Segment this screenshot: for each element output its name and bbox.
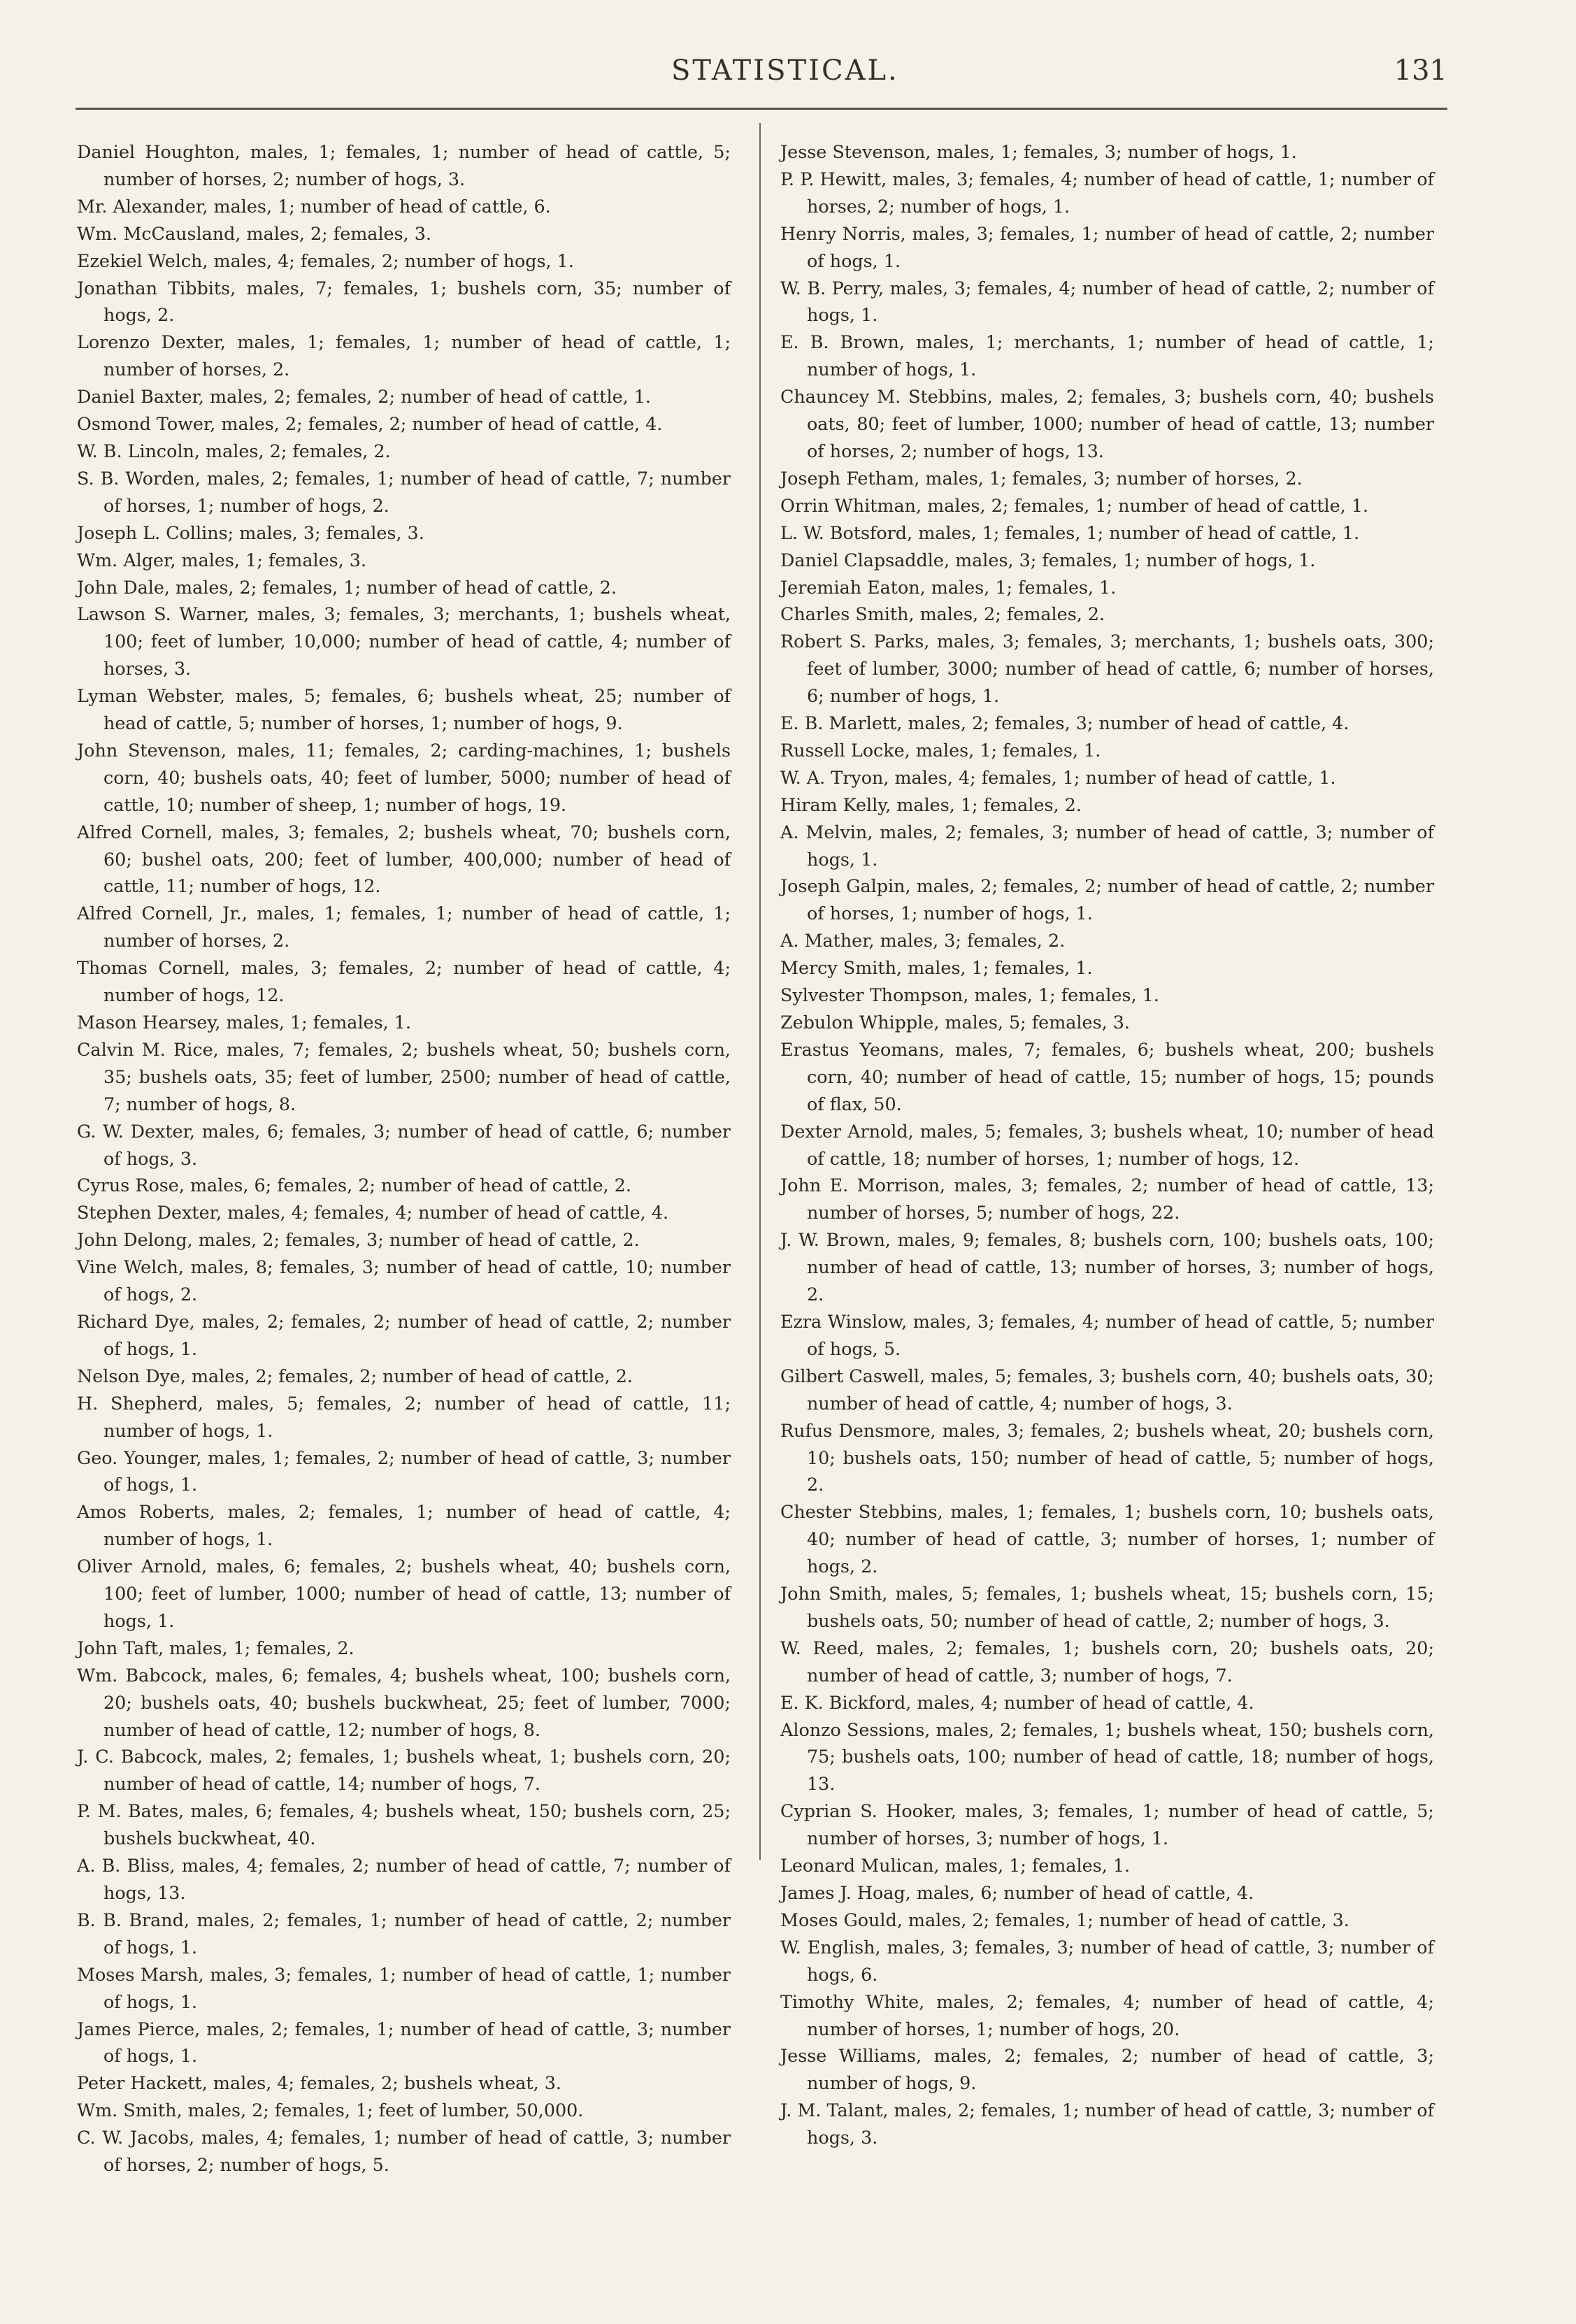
census-entry: Henry Norris, males, 3; females, 1; number of head of cattle, 2; number of hogs, 1. — [780, 222, 1434, 271]
census-entry: Joseph Galpin, males, 2; females, 2; number of head of cattle, 2; number of horses, 1; number of hogs, 1. — [780, 875, 1434, 924]
census-entry: Nelson Dye, males, 2; females, 2; number of head of cattle, 2. — [77, 1365, 633, 1386]
census-entry: Wm. McCausland, males, 2; females, 3. — [77, 222, 431, 244]
census-entry: Jesse Williams, males, 2; females, 2; number of head of cattle, 3; number of hogs, 9. — [780, 2045, 1434, 2094]
right-column — [780, 138, 1434, 2151]
census-entry: Daniel Clapsaddle, males, 3; females, 1; number of hogs, 1. — [780, 549, 1316, 571]
census-entry: Cyprian S. Hooker, males, 3; females, 1; number of head of cattle, 5; number of horses, 3; number of hogs, 1. — [780, 1800, 1434, 1849]
census-entry: Gilbert Caswell, males, 5; females, 3; bushels corn, 40; bushels oats, 30; number of head of cattle, 4; number of hogs, 3. — [780, 1365, 1434, 1414]
census-entry: Mercy Smith, males, 1; females, 1. — [780, 957, 1093, 979]
census-entry: Dexter Arnold, males, 5; females, 3; bushels wheat, 10; number of head of cattle, 18; number of horses, 1; number of hogs, 12. — [780, 1120, 1434, 1169]
running-header — [70, 55, 1447, 96]
census-entry: Lawson S. Warner, males, 3; females, 3; merchants, 1; bushels wheat, 100; feet of lumber, 10,000; number of head of cattle, 4; number of horses, 3. — [77, 603, 731, 680]
census-entry: E. B. Marlett, males, 2; females, 3; number of head of cattle, 4. — [780, 712, 1349, 734]
census-entry: Moses Marsh, males, 3; females, 1; number of head of cattle, 1; number of hogs, 1. — [77, 1963, 731, 2012]
census-entry: Jonathan Tibbits, males, 7; females, 1; bushels corn, 35; number of hogs, 2. — [77, 277, 731, 326]
census-entry: G. W. Dexter, males, 6; females, 3; number of head of cattle, 6; number of hogs, 3. — [77, 1120, 731, 1169]
census-entry: Charles Smith, males, 2; females, 2. — [780, 603, 1105, 625]
census-entry: W. B. Perry, males, 3; females, 4; number of head of cattle, 2; number of hogs, 1. — [780, 277, 1434, 326]
census-entry: Hiram Kelly, males, 1; females, 2. — [780, 794, 1082, 815]
census-entry: Ezra Winslow, males, 3; females, 4; number of head of cattle, 5; number of hogs, 5. — [780, 1310, 1434, 1359]
census-entry: Geo. Younger, males, 1; females, 2; number of head of cattle, 3; number of hogs, 1. — [77, 1447, 731, 1495]
census-entry: Mr. Alexander, males, 1; number of head of cattle, 6. — [77, 195, 551, 217]
census-entry: Ezekiel Welch, males, 4; females, 2; number of hogs, 1. — [77, 250, 574, 271]
census-entry: Timothy White, males, 2; females, 4; number of head of cattle, 4; number of horses, 1; number of hogs, 20. — [780, 1991, 1434, 2039]
census-entry: Wm. Alger, males, 1; females, 3. — [77, 549, 367, 571]
census-entry: J. C. Babcock, males, 2; females, 1; bushels wheat, 1; bushels corn, 20; number of head of cattle, 14; number of hogs, 7. — [77, 1746, 731, 1795]
census-entry: Thomas Cornell, males, 3; females, 2; number of head of cattle, 4; number of hogs, 12. — [77, 957, 731, 1006]
census-entry: P. M. Bates, males, 6; females, 4; bushels wheat, 150; bushels corn, 25; bushels buckwheat, 40. — [77, 1800, 731, 1849]
census-entry: A. B. Bliss, males, 4; females, 2; number of head of cattle, 7; number of hogs, 13. — [77, 1855, 731, 1903]
census-entry: H. Shepherd, males, 5; females, 2; number of head of cattle, 11; number of hogs, 1. — [77, 1392, 731, 1441]
census-entry: Stephen Dexter, males, 4; females, 4; number of head of cattle, 4. — [77, 1202, 669, 1224]
census-entry: Richard Dye, males, 2; females, 2; number of head of cattle, 2; number of hogs, 1. — [77, 1310, 731, 1359]
census-entry: Joseph Fetham, males, 1; females, 3; number of horses, 2. — [780, 467, 1303, 489]
census-entry: Jeremiah Eaton, males, 1; females, 1. — [780, 576, 1117, 598]
left-column — [77, 138, 731, 2179]
census-entry: Zebulon Whipple, males, 5; females, 3. — [780, 1012, 1130, 1033]
census-entry: Osmond Tower, males, 2; females, 2; number of head of cattle, 4. — [77, 413, 663, 435]
census-entry: Alonzo Sessions, males, 2; females, 1; bushels wheat, 150; bushels corn, 75; bushels oats, 100; number of head of cattle, 18; number of hogs, 13. — [780, 1719, 1434, 1795]
census-entry: W. Reed, males, 2; females, 1; bushels corn, 20; bushels oats, 20; number of head of cattle, 3; number of hogs, 7. — [780, 1637, 1434, 1686]
census-entry: Joseph L. Collins; males, 3; females, 3. — [77, 522, 424, 543]
census-entry: Chester Stebbins, males, 1; females, 1; bushels corn, 10; bushels oats, 40; number of head of cattle, 3; number of horses, 1; number of hogs, 2. — [780, 1501, 1434, 1577]
census-entry: Chauncey M. Stebbins, males, 2; females, 3; bushels corn, 40; bushels oats, 80; feet of lumber, 1000; number of head of cattle, 13; number of horses, 2; number of hogs, 13. — [780, 386, 1434, 461]
census-entry: Oliver Arnold, males, 6; females, 2; bushels wheat, 40; bushels corn, 100; feet of lumber, 1000; number of head of cattle, 13; number of hogs, 1. — [77, 1556, 731, 1631]
census-entry: Lorenzo Dexter, males, 1; females, 1; number of head of cattle, 1; number of horses, 2. — [77, 331, 731, 380]
census-entry: B. B. Brand, males, 2; females, 1; number of head of cattle, 2; number of hogs, 1. — [77, 1909, 731, 1958]
census-entry: Russell Locke, males, 1; females, 1. — [780, 739, 1101, 761]
census-entry: Vine Welch, males, 8; females, 3; number of head of cattle, 10; number of hogs, 2. — [77, 1256, 731, 1305]
census-entry: James Pierce, males, 2; females, 1; number of head of cattle, 3; number of hogs, 1. — [77, 2018, 731, 2067]
census-entry: Moses Gould, males, 2; females, 1; number of head of cattle, 3. — [780, 1909, 1349, 1930]
census-entry: Lyman Webster, males, 5; females, 6; bushels wheat, 25; number of head of cattle, 5; number of horses, 1; number of hogs, 9. — [77, 685, 731, 734]
census-entry: C. W. Jacobs, males, 4; females, 1; number of head of cattle, 3; number of horses, 2; number of hogs, 5. — [77, 2127, 731, 2176]
census-entry: L. W. Botsford, males, 1; females, 1; number of head of cattle, 1. — [780, 522, 1360, 543]
census-entry: Alfred Cornell, Jr., males, 1; females, 1; number of head of cattle, 1; number of horses, 2. — [77, 903, 731, 952]
census-entry: John Stevenson, males, 11; females, 2; carding-machines, 1; bushels corn, 40; bushels oats, 40; feet of lumber, 5000; number of head of cattle, 10; number of sheep, 1; number of hogs, 19. — [77, 739, 731, 815]
census-entry: P. P. Hewitt, males, 3; females, 4; number of head of cattle, 1; number of horses, 2; number of hogs, 1. — [780, 168, 1434, 217]
census-entry: Wm. Babcock, males, 6; females, 4; bushels wheat, 100; bushels corn, 20; bushels oats, 40; bushels buckwheat, 25; feet of lumber, 7000; number of head of cattle, 12; number of hogs, 8. — [77, 1664, 731, 1740]
census-entry: Orrin Whitman, males, 2; females, 1; number of head of cattle, 1. — [780, 494, 1369, 516]
census-entry: Alfred Cornell, males, 3; females, 2; bushels wheat, 70; bushels corn, 60; bushel oats, 200; feet of lumber, 400,000; number of head of cattle, 11; number of hogs, 12. — [77, 821, 731, 897]
census-entry: Wm. Smith, males, 2; females, 1; feet of lumber, 50,000. — [77, 2100, 584, 2121]
census-entry: Jesse Stevenson, males, 1; females, 3; number of hogs, 1. — [780, 141, 1297, 162]
census-entry: John Smith, males, 5; females, 1; bushels wheat, 15; bushels corn, 15; bushels oats, 50; number of head of cattle, 2; number of hogs, 3. — [780, 1583, 1434, 1631]
census-entry: Robert S. Parks, males, 3; females, 3; merchants, 1; bushels oats, 300; feet of lumber, 3000; number of head of cattle, 6; number of horses, 6; number of hogs, 1. — [780, 631, 1434, 707]
page-title: STATISTICAL. — [671, 55, 899, 87]
census-entry: Calvin M. Rice, males, 7; females, 2; bushels wheat, 50; bushels corn, 35; bushels oats, 35; feet of lumber, 2500; number of head of cattle, 7; number of hogs, 8. — [77, 1038, 731, 1114]
header-rule — [76, 108, 1447, 110]
census-entry: John Dale, males, 2; females, 1; number of head of cattle, 2. — [77, 576, 617, 598]
census-entry: W. English, males, 3; females, 3; number of head of cattle, 3; number of hogs, 6. — [780, 1936, 1434, 1985]
census-entry: E. B. Brown, males, 1; merchants, 1; number of head of cattle, 1; number of hogs, 1. — [780, 331, 1434, 380]
census-entry: Rufus Densmore, males, 3; females, 2; bushels wheat, 20; bushels corn, 10; bushels oats, 150; number of head of cattle, 5; number of hogs, 2. — [780, 1419, 1434, 1495]
census-entry: A. Mather, males, 3; females, 2. — [780, 930, 1066, 952]
census-entry: John Delong, males, 2; females, 3; number of head of cattle, 2. — [77, 1229, 640, 1251]
census-entry: W. A. Tryon, males, 4; females, 1; number of head of cattle, 1. — [780, 766, 1336, 788]
census-entry: Daniel Houghton, males, 1; females, 1; number of head of cattle, 5; number of horses, 2; number of hogs, 3. — [77, 141, 731, 189]
census-entry: Sylvester Thompson, males, 1; females, 1. — [780, 984, 1159, 1006]
census-entry: James J. Hoag, males, 6; number of head of cattle, 4. — [780, 1882, 1254, 1903]
census-entry: Cyrus Rose, males, 6; females, 2; number of head of cattle, 2. — [77, 1175, 631, 1196]
census-entry: John E. Morrison, males, 3; females, 2; number of head of cattle, 13; number of horses, 5; number of hogs, 22. — [780, 1175, 1434, 1224]
census-entry: Leonard Mulican, males, 1; females, 1. — [780, 1855, 1131, 1877]
census-entry: John Taft, males, 1; females, 2. — [77, 1637, 354, 1658]
census-entry: Mason Hearsey, males, 1; females, 1. — [77, 1012, 411, 1033]
census-entry: W. B. Lincoln, males, 2; females, 2. — [77, 440, 391, 461]
census-entry: Amos Roberts, males, 2; females, 1; number of head of cattle, 4; number of hogs, 1. — [77, 1501, 731, 1550]
census-entry: J. W. Brown, males, 9; females, 8; bushels corn, 100; bushels oats, 100; number of head of cattle, 13; number of horses, 3; number of hogs, 2. — [780, 1229, 1434, 1305]
census-entry: Peter Hackett, males, 4; females, 2; bushels wheat, 3. — [77, 2072, 561, 2094]
census-entry: J. M. Talant, males, 2; females, 1; number of head of cattle, 3; number of hogs, 3. — [780, 2100, 1435, 2149]
census-entry: S. B. Worden, males, 2; females, 1; number of head of cattle, 7; number of horses, 1; number of hogs, 2. — [77, 467, 731, 516]
column-divider — [759, 123, 761, 1860]
census-entry: Erastus Yeomans, males, 7; females, 6; bushels wheat, 200; bushels corn, 40; number of head of cattle, 15; number of hogs, 15; pounds of flax, 50. — [780, 1038, 1434, 1114]
page-number: 131 — [1394, 55, 1447, 87]
census-entry: A. Melvin, males, 2; females, 3; number of head of cattle, 3; number of hogs, 1. — [780, 821, 1434, 870]
census-entry: Daniel Baxter, males, 2; females, 2; number of head of cattle, 1. — [77, 386, 651, 408]
census-entry: E. K. Bickford, males, 4; number of head of cattle, 4. — [780, 1691, 1254, 1713]
